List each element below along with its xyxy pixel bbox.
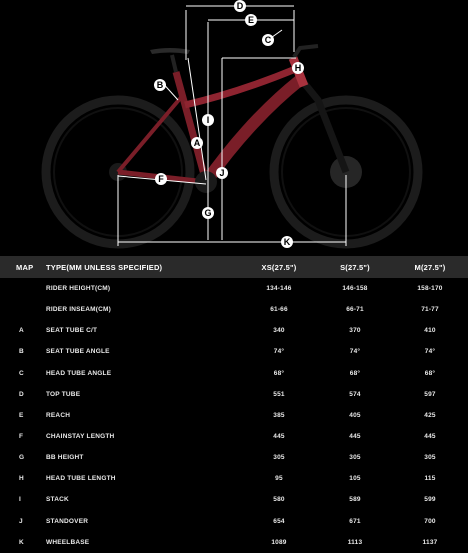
cell-type: RIDER HEIGHT(CM) [46,285,111,293]
crankset [195,171,217,193]
cell-s: 1113 [347,538,363,546]
marker-h [292,62,304,74]
cell-map: G [19,454,25,462]
table-row [0,278,468,299]
cell-type: REACH [46,411,71,419]
marker-i [202,114,214,126]
cell-type: WHEELBASE [46,538,90,546]
svg-text:G: G [204,208,212,218]
marker-g [202,207,214,219]
cell-s: 68° [349,369,361,377]
cell-s: 305 [349,454,361,462]
bike-geometry-diagram [0,0,468,256]
cell-s: 370 [349,327,361,335]
cell-xs: 551 [273,390,285,398]
cell-m: 158-170 [417,285,443,293]
cell-m: 700 [424,517,436,525]
svg-text:C: C [264,35,272,45]
svg-text:J: J [219,168,225,178]
handlebar [294,46,318,57]
cell-xs: 68° [273,369,285,377]
cell-s: 405 [349,411,361,419]
table-row [0,320,468,341]
bike-illustration [0,0,468,256]
cell-type: HEAD TUBE LENGTH [46,475,116,483]
cell-map: K [19,538,24,546]
marker-j [216,167,228,179]
seatpost [172,55,176,72]
table-row [0,363,468,384]
cell-xs: 1089 [271,538,287,546]
cell-xs: 445 [273,433,285,441]
cell-map: I [19,496,22,504]
table-row [0,341,468,362]
cell-m: 71-77 [421,306,439,314]
svg-text:B: B [156,80,164,90]
cell-map: E [19,411,24,419]
cell-type: CHAINSTAY LENGTH [46,433,115,441]
cell-m: 597 [424,390,436,398]
cell-xs: 134-146 [266,285,292,293]
cell-map: H [19,475,24,483]
cell-type: HEAD TUBE ANGLE [46,369,112,377]
cell-type: RIDER INSEAM(CM) [46,306,111,314]
cell-m: 74° [424,348,436,356]
main-frame [176,58,304,182]
cell-map: J [19,517,23,525]
svg-text:A: A [193,138,201,148]
table-row [0,426,468,447]
cell-m: 445 [424,433,436,441]
cell-map: B [19,348,24,356]
cell-s: 589 [349,496,361,504]
cell-s: 105 [349,475,361,483]
svg-text:F: F [158,174,164,184]
cell-m: 115 [424,475,436,483]
cell-type: STANDOVER [46,517,89,525]
cell-xs: 340 [273,327,285,335]
cell-xs: 74° [273,348,285,356]
header-s: S(27.5") [340,262,370,272]
cell-s: 574 [349,390,361,398]
table-row [0,447,468,468]
marker-b [154,79,166,91]
marker-f [155,173,167,185]
svg-text:D: D [236,1,244,11]
header-map: MAP [16,262,34,272]
cell-xs: 305 [273,454,285,462]
marker-k [281,236,293,248]
cell-map [0,278,46,299]
table-row [0,384,468,405]
svg-text:E: E [247,15,255,25]
cell-map: A [19,327,24,335]
cell-map: F [19,433,24,441]
cell-map: D [19,390,24,398]
cell-map: C [19,369,24,377]
table-row [0,299,468,320]
cell-xs: 95 [275,475,283,483]
cell-m: 425 [424,411,436,419]
cell-m: 410 [424,327,436,335]
cell-type: STACK [46,496,69,504]
fork [300,78,346,172]
cell-s: 146-158 [342,285,368,293]
dimension-lines [118,6,346,246]
svg-text:K: K [283,237,291,247]
cell-s: 66-71 [346,306,364,314]
cell-xs: 61-66 [270,306,288,314]
header-xs: XS(27.5") [261,262,297,272]
table-row [0,405,468,426]
cell-type: SEAT TUBE ANGLE [46,348,110,356]
table-row [0,468,468,489]
cell-m: 68° [424,369,436,377]
marker-a [191,137,203,149]
marker-c [262,34,274,46]
cell-s: 74° [349,348,361,356]
table-header-row [0,256,468,278]
cell-map [0,299,46,320]
cell-xs: 580 [273,496,285,504]
header-type: TYPE(MM UNLESS SPECIFIED) [46,262,163,272]
cell-xs: 385 [273,411,285,419]
table-row [0,511,468,532]
saddle [150,48,190,54]
marker-d [234,0,246,12]
svg-text:H: H [294,63,302,73]
cell-m: 599 [424,496,436,504]
cell-m: 1137 [422,538,438,546]
header-m: M(27.5") [414,262,446,272]
cell-type: TOP TUBE [46,390,81,398]
geometry-table [0,256,468,550]
cell-type: BB HEIGHT [46,454,84,462]
marker-e [245,14,257,26]
svg-text:I: I [206,115,210,125]
cell-s: 671 [349,517,361,525]
cell-s: 445 [349,433,361,441]
cell-type: SEAT TUBE C/T [46,327,98,335]
cell-m: 305 [424,454,436,462]
cell-xs: 654 [273,517,285,525]
table-row [0,489,468,510]
